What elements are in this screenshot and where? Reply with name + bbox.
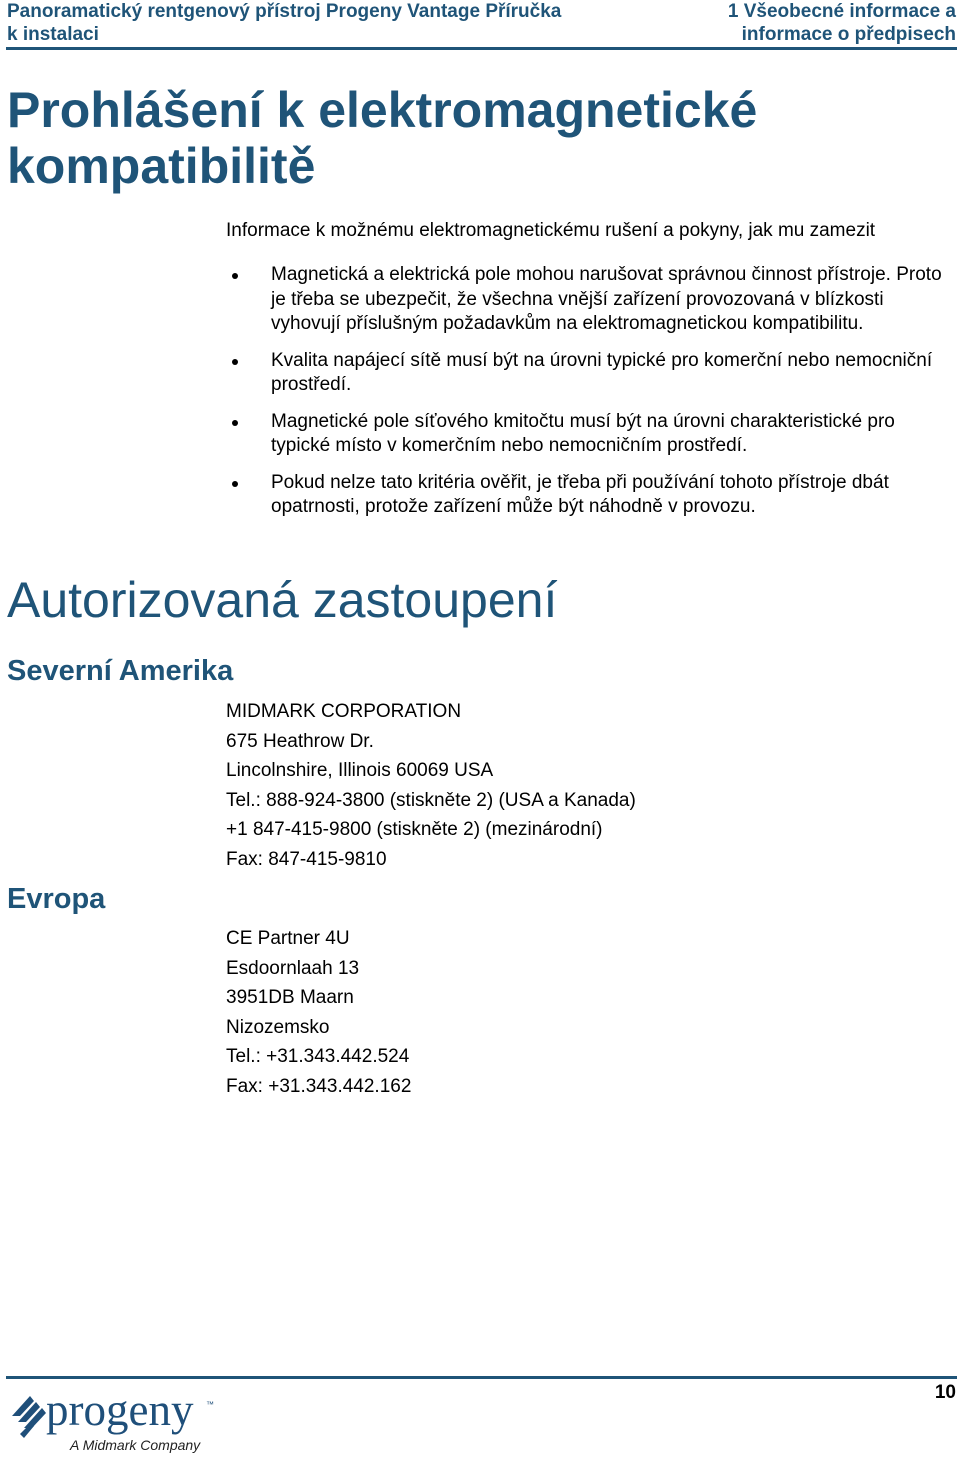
logo-tagline: A Midmark Company bbox=[70, 1437, 201, 1453]
footer-divider bbox=[6, 1376, 957, 1379]
fax-line: Fax: 847-415-9810 bbox=[226, 848, 387, 870]
progeny-logo bbox=[10, 1385, 214, 1456]
bullet-icon bbox=[232, 420, 238, 426]
bullet-icon bbox=[232, 481, 238, 487]
running-header-chapter-line2: informace o předpisech bbox=[741, 24, 956, 45]
logo-wordmark: progeny bbox=[46, 1385, 194, 1435]
bullet-text: Magnetická a elektrická pole mohou narušovat správnou činnost přístroje. Proto je třeba se ubezpečit, že všechna vnější zařízení provozovaná v blízkosti vyhovují příslušným požadavkům na elektromagnetickou kompatibilitu. bbox=[271, 264, 942, 334]
list-item bbox=[226, 410, 946, 459]
running-header-title-line1: Panoramatický rentgenový přístroj Progeny Vantage Příručka bbox=[7, 1, 562, 22]
address-line: 675 Heathrow Dr. bbox=[226, 730, 374, 752]
address-line: 3951DB Maarn bbox=[226, 987, 354, 1008]
list-item bbox=[226, 263, 946, 337]
page-number: 10 bbox=[934, 1382, 956, 1403]
address-line: CE Partner 4U bbox=[226, 928, 350, 949]
representation-heading: Autorizovaná zastoupení bbox=[7, 572, 558, 628]
emc-bullet-list bbox=[226, 263, 946, 532]
trademark-icon: ™ bbox=[206, 1400, 214, 1409]
europe-address bbox=[226, 924, 411, 1101]
bullet-text: Pokud nelze tato kritéria ověřit, je třeba při používání tohoto přístroje dbát opatrnosti, protože zařízení může být náhodně v provozu. bbox=[271, 471, 889, 517]
emc-heading bbox=[7, 82, 907, 194]
emc-heading-line2: kompatibilitě bbox=[7, 138, 316, 194]
list-item bbox=[226, 471, 946, 520]
europe-heading: Evropa bbox=[7, 883, 106, 915]
list-item bbox=[226, 349, 946, 398]
running-header-chapter-line1: 1 Všeobecné informace a bbox=[727, 1, 956, 22]
phone-line: Tel.: 888-924-3800 (stiskněte 2) (USA a Kanada) bbox=[226, 789, 636, 811]
address-line: MIDMARK CORPORATION bbox=[226, 701, 462, 722]
fax-line: Fax: +31.343.442.162 bbox=[226, 1075, 412, 1097]
address-line: Esdoornlaah 13 bbox=[226, 957, 360, 979]
bullet-text: Magnetické pole síťového kmitočtu musí být na úrovni charakteristické pro typické místo v komerčním nebo nemocničním prostředí. bbox=[271, 410, 895, 456]
running-header-chapter bbox=[676, 0, 956, 46]
phone-line: Tel.: +31.343.442.524 bbox=[226, 1046, 410, 1067]
running-header-title-line2: k instalaci bbox=[7, 24, 99, 45]
emc-heading-line1: Prohlášení k elektromagnetické bbox=[7, 82, 758, 138]
bullet-text: Kvalita napájecí sítě musí být na úrovni typické pro komerční nebo nemocniční prostředí. bbox=[271, 349, 933, 395]
address-line: Lincolnshire, Illinois 60069 USA bbox=[226, 760, 494, 781]
phone-line: +1 847-415-9800 (stiskněte 2) (mezinárodní) bbox=[226, 819, 603, 840]
north-america-heading: Severní Amerika bbox=[7, 655, 234, 687]
bullet-icon bbox=[232, 359, 238, 365]
running-header-title bbox=[7, 0, 617, 46]
header-divider bbox=[6, 47, 957, 50]
north-america-address bbox=[226, 697, 636, 874]
progeny-mark-icon bbox=[10, 1392, 50, 1444]
address-line: Nizozemsko bbox=[226, 1016, 330, 1038]
bullet-icon bbox=[232, 273, 238, 279]
emc-intro-text: Informace k možnému elektromagnetickému rušení a pokyny, jak mu zamezit bbox=[226, 220, 876, 241]
